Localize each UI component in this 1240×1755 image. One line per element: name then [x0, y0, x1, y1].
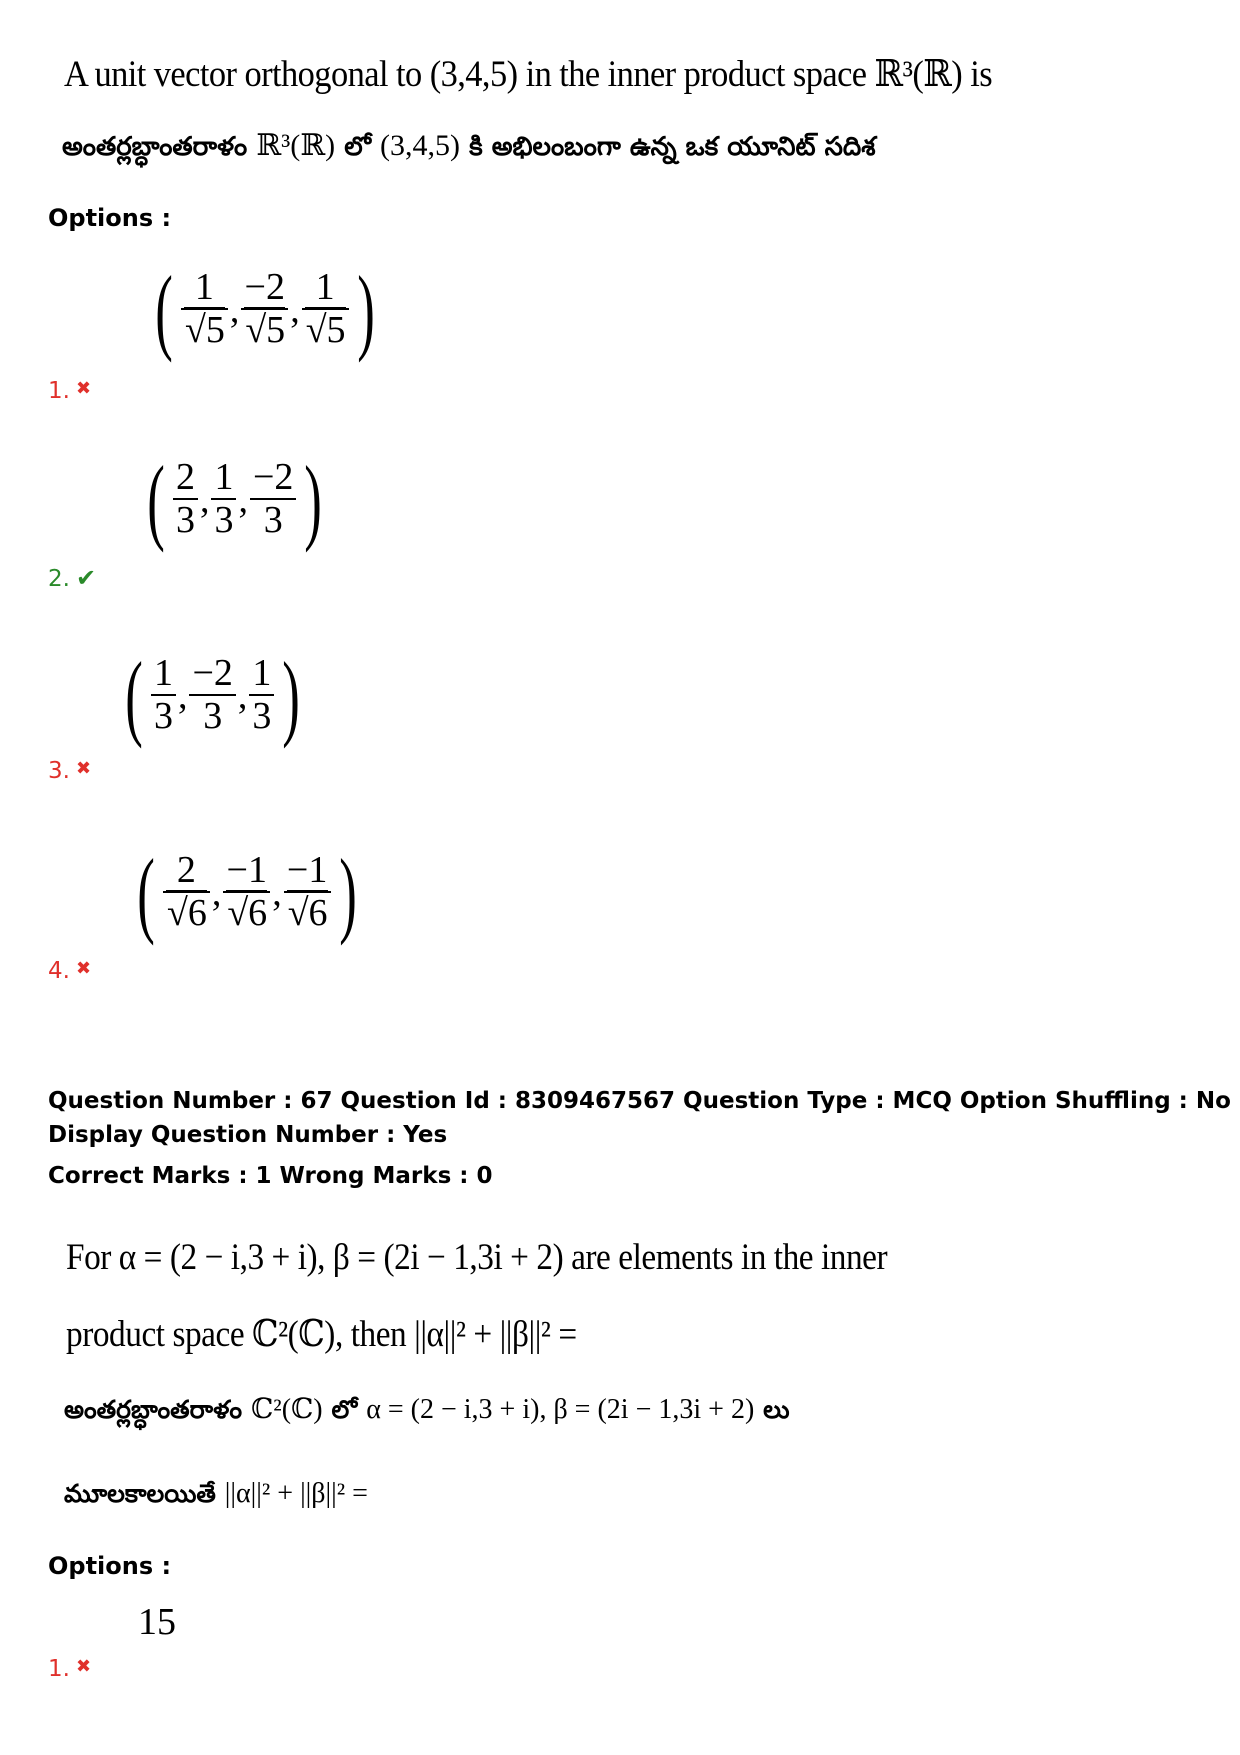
te-suffix: కి అభిలంబంగా ఉన్న ఒక యూనిట్ సదిశ — [469, 132, 876, 162]
paren-left: ( — [155, 256, 173, 363]
cross-icon: ✖ — [75, 1656, 92, 1677]
check-icon: ✔ — [75, 564, 97, 592]
fraction: $\frac{2}{√6}$ — [163, 851, 210, 935]
question-2-line-1: For α = (2 − i,3 + i), β = (2i − 1,3i + 2) are elements in the inner — [66, 1237, 888, 1278]
fraction: $\frac{-2}{√5}$ — [241, 268, 288, 352]
fraction: $\frac{1}{3}$ — [211, 458, 236, 542]
fraction: $\frac{-1}{√6}$ — [223, 851, 270, 935]
option-3-math: ( $\frac{1}{3}$ , $\frac{-2}{3}$ , $\frac{1}{3}$ ) — [125, 642, 301, 749]
fraction: $\frac{1}{√5}$ — [181, 268, 228, 352]
fraction: $\frac{1}{3}$ — [151, 654, 176, 738]
te-space: ℝ³(ℝ) — [256, 129, 336, 162]
cross-icon: ✖ — [75, 958, 92, 979]
te-vector: (3,4,5) — [380, 129, 461, 162]
option-2-math: ( $\frac{2}{3}$ , $\frac{1}{3}$ , $\frac{-2}{3}$ ) — [147, 446, 323, 553]
option-4-math: ( $\frac{2}{√6}$ , $\frac{-1}{√6}$ , $\frac{-1}{√6}$ ) — [137, 839, 357, 946]
question-2-line-2: product space ℂ²(ℂ), then ||α||² + ||β||² = — [66, 1314, 577, 1355]
question-2-te-line-2: మూలకాలయితే ||α||² + ||β||² = — [64, 1478, 368, 1509]
fraction: $\frac{-2}{3}$ — [189, 654, 235, 738]
question-meta-line-1: Question Number : 67 Question Id : 8309467567 Question Type : MCQ Option Shuffling : No — [48, 1088, 1231, 1114]
q2-option-1-number: 1. ✖ — [48, 1656, 92, 1682]
cross-icon: ✖ — [75, 378, 92, 399]
question-text-en: A unit vector orthogonal to (3,4,5) in the inner product space ℝ³(ℝ) is — [64, 54, 993, 95]
te-prefix: అంతర్లబ్ధాంతరాళం — [62, 132, 248, 162]
option-1-math: ( $\frac{1}{√5}$ , $\frac{-2}{√5}$ , $\frac{1}{√5}$ ) — [155, 256, 375, 363]
question-2-te-line-1: అంతర్లబ్ధాంతరాళం ℂ²(ℂ) లో α = (2 − i,3 + i), β = (2i − 1,3i + 2) లు — [64, 1394, 790, 1425]
paren-right: ) — [356, 256, 375, 363]
question-meta-line-3: Correct Marks : 1 Wrong Marks : 0 — [48, 1163, 493, 1189]
option-4-number: 4. ✖ — [48, 958, 92, 984]
te-mid: లో — [344, 132, 371, 162]
fraction: $\frac{1}{3}$ — [249, 654, 274, 738]
cross-icon: ✖ — [75, 758, 92, 779]
question-text-te — [62, 128, 876, 168]
option-3-number: 3. ✖ — [48, 758, 92, 784]
option-1-number: 1. ✖ — [48, 378, 92, 404]
option-2-number: 2. ✔ — [48, 564, 97, 592]
fraction: $\frac{1}{√5}$ — [302, 268, 349, 352]
options-label-2: Options : — [48, 1552, 172, 1580]
fraction: $\frac{-1}{√6}$ — [284, 851, 331, 935]
q2-option-1-value: 15 — [138, 1601, 176, 1643]
fraction: $\frac{2}{3}$ — [173, 458, 198, 542]
question-meta-line-2: Display Question Number : Yes — [48, 1122, 448, 1148]
fraction: $\frac{-2}{3}$ — [250, 458, 296, 542]
options-label: Options : — [48, 204, 172, 232]
